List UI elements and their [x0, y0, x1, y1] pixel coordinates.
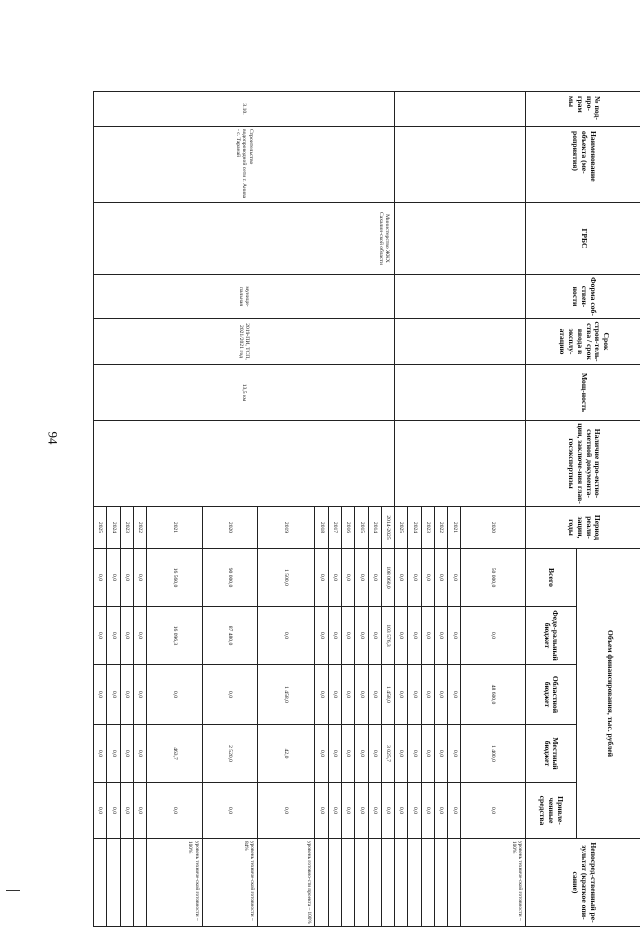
result-cell: уровень техниче-ской готовности – 100%: [461, 839, 525, 927]
federal-cell: 103 576,3: [381, 607, 394, 665]
rotated-table-wrapper: [93, 91, 640, 924]
federal-cell: 0,0: [94, 607, 107, 665]
result-cell: уровень готовно-сти проекта – 100%: [257, 839, 315, 927]
regional-cell: 0,0: [328, 665, 341, 725]
local-cell: 2 520,0: [202, 725, 257, 783]
total-cell: 108 060,0: [381, 549, 394, 607]
local-cell: 0,0: [120, 725, 133, 783]
regional-cell: 0,0: [395, 665, 408, 725]
local-cell: 3 025,7: [381, 725, 394, 783]
regional-cell: 0,0: [147, 665, 202, 725]
regional-cell: 0,0: [408, 665, 421, 725]
total-cell: 0,0: [341, 549, 354, 607]
header-psd: Наличие про-ектно-сметной документа-ции, заключе-ния глав-госэкспертизы: [525, 421, 640, 507]
total-cell: 16 560,0: [147, 549, 202, 607]
result-cell: [107, 839, 120, 927]
regional-cell: 0,0: [202, 665, 257, 725]
attracted-cell: 0,0: [133, 783, 146, 839]
period-cell: 2021: [147, 507, 202, 549]
federal-cell: 16 096,3: [147, 607, 202, 665]
total-cell: 0,0: [395, 549, 408, 607]
header-result: Непосред-ственный ре-зультат (краткое опи-сание): [525, 839, 640, 927]
total-cell: 0,0: [421, 549, 434, 607]
regional-cell: 1 458,0: [257, 665, 315, 725]
attracted-cell: 0,0: [328, 783, 341, 839]
federal-cell: 87 480,0: [202, 607, 257, 665]
period-cell: 2014: [368, 507, 381, 549]
local-cell: 0,0: [368, 725, 381, 783]
period-cell: 2025: [395, 507, 408, 549]
regional-cell: 0,0: [94, 665, 107, 725]
total-cell: 1 500,0: [257, 549, 315, 607]
header-period: Период реали-зации, годы: [525, 507, 640, 549]
empty-cell: [395, 365, 526, 421]
local-cell: 42,0: [257, 725, 315, 783]
regional-cell: 0,0: [120, 665, 133, 725]
attracted-cell: 0,0: [434, 783, 447, 839]
attracted-cell: 0,0: [395, 783, 408, 839]
result-cell: [328, 839, 341, 927]
attracted-cell: 0,0: [341, 783, 354, 839]
period-cell: 2023: [120, 507, 133, 549]
psd-cell: [94, 421, 395, 507]
empty-cell: [395, 319, 526, 365]
regional-cell: 0,0: [434, 665, 447, 725]
total-cell: 90 000,0: [202, 549, 257, 607]
total-cell: 0,0: [133, 549, 146, 607]
period-cell: 2019: [257, 507, 315, 549]
local-cell: 0,0: [341, 725, 354, 783]
period-cell: 2018: [315, 507, 328, 549]
ownership-cell: муници-пальная: [94, 275, 395, 319]
period-cell: 2023: [421, 507, 434, 549]
empty-cell: [395, 203, 526, 275]
attracted-cell: 0,0: [368, 783, 381, 839]
header-local: Местный бюджет: [525, 725, 576, 783]
object-name-cell: Строительство водопроводной сети г. Анива - с. Таранай: [94, 127, 395, 203]
attracted-cell: 0,0: [257, 783, 315, 839]
regional-cell: 0,0: [107, 665, 120, 725]
result-cell: [355, 839, 368, 927]
scan-edge-mark: [6, 890, 20, 891]
attracted-cell: 0,0: [408, 783, 421, 839]
federal-cell: 0,0: [341, 607, 354, 665]
local-cell: 0,0: [315, 725, 328, 783]
local-cell: 463,7: [147, 725, 202, 783]
period-cell: 2016: [341, 507, 354, 549]
result-cell: [448, 839, 461, 927]
total-cell: 0,0: [328, 549, 341, 607]
result-cell: уровень техниче-ской готовности – 84%: [202, 839, 257, 927]
table-row: [381, 92, 394, 927]
period-cell: 2020: [461, 507, 525, 549]
period-cell: 2020: [202, 507, 257, 549]
empty-cell: [395, 421, 526, 507]
local-cell: 0,0: [107, 725, 120, 783]
regional-cell: 0,0: [133, 665, 146, 725]
local-cell: 0,0: [133, 725, 146, 783]
page-number: 94: [45, 431, 61, 445]
period-cell: 2022: [434, 507, 447, 549]
attracted-cell: 0,0: [94, 783, 107, 839]
period-cell: 2025: [94, 507, 107, 549]
header-financing: Объем финансирования, тыс. рублей: [576, 549, 640, 839]
period-cell: 2024: [107, 507, 120, 549]
construction-term-cell: 2019-ПИ, ТСП, 2021/2021 год: [94, 319, 395, 365]
total-cell: 0,0: [448, 549, 461, 607]
header-regional: Областной бюджет: [525, 665, 576, 725]
result-cell: уровень техниче-ской готовности – 100%: [147, 839, 202, 927]
federal-cell: 0,0: [434, 607, 447, 665]
local-cell: 0,0: [421, 725, 434, 783]
period-cell: 2021: [448, 507, 461, 549]
result-cell: [395, 839, 408, 927]
grbs-cell: Министерство ЖКХ Сахалин-ской области: [94, 203, 395, 275]
attracted-cell: 0,0: [355, 783, 368, 839]
total-cell: 0,0: [315, 549, 328, 607]
total-cell: 0,0: [355, 549, 368, 607]
period-cell: 2024: [408, 507, 421, 549]
empty-cell: [395, 92, 526, 127]
regional-cell: 0,0: [421, 665, 434, 725]
capacity-cell: 13,5 км: [94, 365, 395, 421]
regional-cell: 0,0: [341, 665, 354, 725]
attracted-cell: 0,0: [315, 783, 328, 839]
total-cell: 0,0: [94, 549, 107, 607]
header-num: № под-про-грам мы: [525, 92, 640, 127]
header-row-1: [576, 92, 640, 927]
attracted-cell: 0,0: [381, 783, 394, 839]
attracted-cell: 0,0: [202, 783, 257, 839]
empty-cell: [395, 127, 526, 203]
federal-cell: 0,0: [395, 607, 408, 665]
period-cell: 2014-2025: [381, 507, 394, 549]
local-cell: 0,0: [395, 725, 408, 783]
federal-cell: 0,0: [355, 607, 368, 665]
regional-cell: 0,0: [315, 665, 328, 725]
local-cell: 0,0: [94, 725, 107, 783]
financing-table: [93, 91, 640, 927]
header-name: Наименование объекта (ме-роприятия): [525, 127, 640, 203]
regional-cell: 48 600,0: [461, 665, 525, 725]
attracted-cell: 0,0: [107, 783, 120, 839]
federal-cell: 0,0: [368, 607, 381, 665]
period-cell: 2015: [355, 507, 368, 549]
empty-cell: [395, 275, 526, 319]
attracted-cell: 0,0: [448, 783, 461, 839]
total-cell: 50 000,0: [461, 549, 525, 607]
header-total: Всего: [525, 549, 576, 607]
period-cell: 2022: [133, 507, 146, 549]
federal-cell: 0,0: [257, 607, 315, 665]
result-cell: [120, 839, 133, 927]
table-row: [461, 92, 525, 927]
header-ownership: Форма соб-ствен-ности: [525, 275, 640, 319]
total-cell: 0,0: [434, 549, 447, 607]
regional-cell: 0,0: [448, 665, 461, 725]
local-cell: 1 400,0: [461, 725, 525, 783]
result-cell: [434, 839, 447, 927]
header-capacity: Мощ-ность: [525, 365, 640, 421]
local-cell: 0,0: [328, 725, 341, 783]
regional-cell: 0,0: [368, 665, 381, 725]
federal-cell: 0,0: [421, 607, 434, 665]
attracted-cell: 0,0: [461, 783, 525, 839]
result-cell: [341, 839, 354, 927]
period-cell: 2017: [328, 507, 341, 549]
federal-cell: 0,0: [328, 607, 341, 665]
total-cell: 0,0: [120, 549, 133, 607]
local-cell: 0,0: [434, 725, 447, 783]
local-cell: 0,0: [355, 725, 368, 783]
result-cell: [421, 839, 434, 927]
header-federal: Феде-ральный бюджет: [525, 607, 576, 665]
federal-cell: 0,0: [133, 607, 146, 665]
federal-cell: 0,0: [107, 607, 120, 665]
header-grbs: ГРБС: [525, 203, 640, 275]
federal-cell: 0,0: [461, 607, 525, 665]
subprogram-number-cell: 3.10.: [94, 92, 395, 127]
local-cell: 0,0: [448, 725, 461, 783]
result-cell: [315, 839, 328, 927]
total-cell: 0,0: [368, 549, 381, 607]
header-attracted: Привле-ченные средства: [525, 783, 576, 839]
attracted-cell: 0,0: [120, 783, 133, 839]
result-cell: [408, 839, 421, 927]
total-cell: 0,0: [107, 549, 120, 607]
federal-cell: 0,0: [120, 607, 133, 665]
header-term: Срок строи-тель-ства / срок ввода в эксплу-атацию: [525, 319, 640, 365]
result-cell: [94, 839, 107, 927]
attracted-cell: 0,0: [421, 783, 434, 839]
attracted-cell: 0,0: [147, 783, 202, 839]
result-cell: [381, 839, 394, 927]
federal-cell: 0,0: [408, 607, 421, 665]
regional-cell: 1 458,0: [381, 665, 394, 725]
total-cell: 0,0: [408, 549, 421, 607]
result-cell: [133, 839, 146, 927]
regional-cell: 0,0: [355, 665, 368, 725]
local-cell: 0,0: [408, 725, 421, 783]
federal-cell: 0,0: [448, 607, 461, 665]
result-cell: [368, 839, 381, 927]
federal-cell: 0,0: [315, 607, 328, 665]
